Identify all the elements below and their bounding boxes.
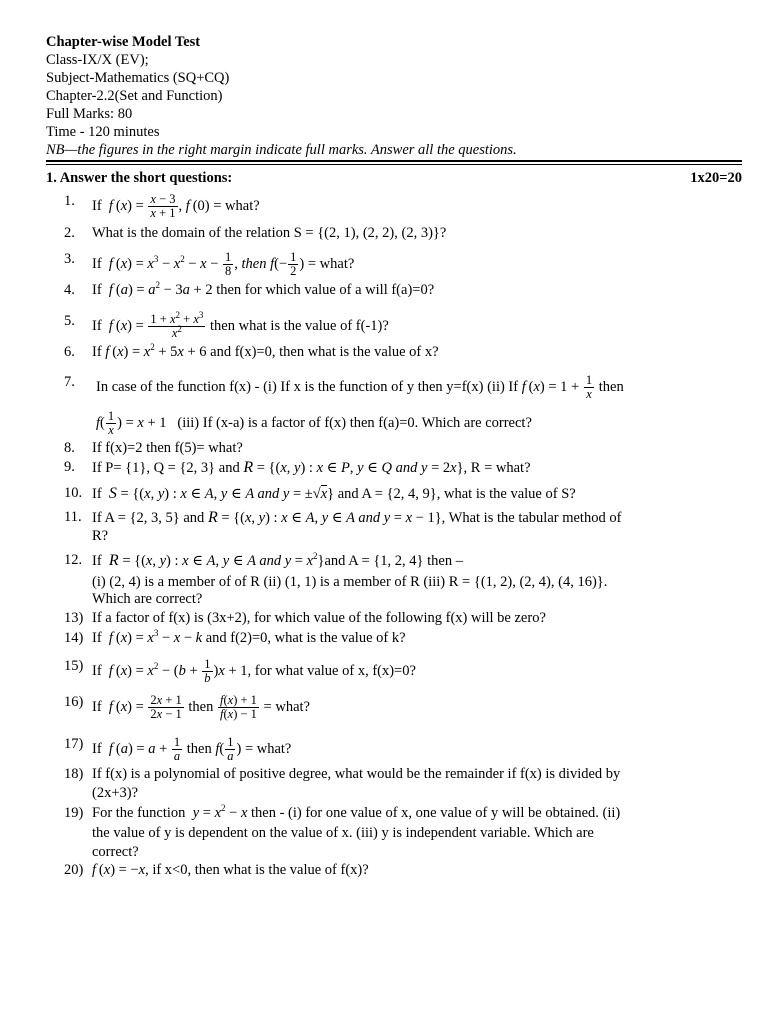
question-text: If f $(x) = x^2 - (b$ + $\frac{1}{b}$ )x + 1, for what value of x, f(x)=0?	[92, 657, 416, 685]
question-text: (2x+3)?	[92, 785, 139, 801]
question-text: If f (a) = a + $\frac{1}{a}$ then f( $\frac{1}{a}$ ) = what?	[92, 735, 292, 763]
question-number: 6.	[64, 344, 75, 360]
question-text: the value of y is dependent on the value of x. (iii) y is independent variable. Which are	[92, 825, 594, 841]
question-number: 13)	[64, 610, 84, 626]
subject-line: Subject-Mathematics (SQ+CQ)	[46, 70, 230, 86]
section-title: 1. Answer the short questions:	[46, 170, 233, 186]
instruction-note: NB—the figures in the right margin indicate full marks. Answer all the questions.	[46, 142, 517, 158]
question-number: 9.	[64, 459, 75, 475]
question-text: f( $\frac{1}{x}$ ) = x + 1 (iii) If (x-a) is a factor of f(x) then f(a)=0. Which are correct?	[96, 409, 532, 437]
question-text: If f $(x) = x^3 - x^2 - x$ − $\frac{1}{8}$ , then f(− $\frac{1}{2}$ ) = what?	[92, 250, 355, 278]
question-number: 4.	[64, 282, 75, 298]
question-text: If f (x) = $\frac{1 + x^2 + x^3}{x^2}$ then what is the value of f(-1)?	[92, 309, 389, 340]
question-text: f (x) = −x, if x<0, then what is the value of f(x)?	[92, 862, 369, 878]
question-text: If f $(a) = a^2 - 3a + 2$ then for which value of a will f(a)=0?	[92, 280, 435, 298]
question-number: 15)	[64, 658, 84, 674]
question-text: (i) (2, 4) is a member of of R (ii) (1, 1) is a member of R (iii) R = {(1, 2), (2, 4), (4, 16)}.	[92, 574, 608, 590]
question-number: 11.	[64, 509, 82, 525]
question-text: If f (x) = $\frac{2x + 1}{2x - 1}$ then $\frac{f(x) + 1}{f(x) - 1}$ = what?	[92, 693, 310, 721]
question-number: 12.	[64, 552, 83, 568]
test-title: Chapter-wise Model Test	[46, 34, 201, 50]
question-text: R?	[92, 528, 109, 544]
question-text: In case of the function f(x) - (i) If x is the function of y then y=f(x) (ii) If f (x) = 1 + $\frac{1}{x}$ then	[96, 373, 624, 401]
question-number: 20)	[64, 862, 84, 878]
question-text: If f $(x) = x^2 + 5x + 6$ and f(x)=0, then what is the value of x?	[92, 342, 439, 360]
question-number: 19)	[64, 805, 84, 821]
question-number: 2.	[64, 225, 75, 241]
section-heading	[46, 170, 742, 188]
question-number: 10.	[64, 485, 83, 501]
time-line: Time - 120 minutes	[46, 124, 160, 140]
header-divider	[46, 160, 742, 162]
question-number: 14)	[64, 630, 84, 646]
question-text: If f(x)=2 then f(5)= what?	[92, 440, 243, 456]
question-text: If S = {(x, y) : x ∈ A, y ∈ A and y = ±√x} and A = {2, 4, 9}, what is the value of S?	[92, 485, 576, 502]
question-number: 5.	[64, 313, 75, 329]
question-text: Which are correct?	[92, 591, 203, 607]
question-number: 7.	[64, 374, 75, 390]
question-number: 16)	[64, 694, 84, 710]
question-text: If R = {(x, y) : x ∈ A, y ∈ A and $y = x^2\}and$ A = {1, 2, 4} then –	[92, 551, 463, 569]
question-text: If f (x) = $\frac{x - 3}{x + 1}$ , f (0) = what?	[92, 192, 260, 220]
question-text: If A = {2, 3, 5} and R = {(x, y) : x ∈ A, y ∈ A and y = x − 1}, What is the tabular method of	[92, 509, 622, 526]
question-text: If a factor of f(x) is (3x+2), for which value of the following f(x) will be zero?	[92, 610, 546, 626]
question-number: 18)	[64, 766, 84, 782]
question-number: 3.	[64, 251, 75, 267]
full-marks-line: Full Marks: 80	[46, 106, 133, 122]
chapter-line: Chapter-2.2(Set and Function)	[46, 88, 223, 104]
class-line: Class-IX/X (EV);	[46, 52, 149, 68]
question-number: 1.	[64, 193, 75, 209]
question-text: If f(x) is a polynomial of positive degree, what would be the remainder if f(x) is divided by	[92, 766, 621, 782]
question-number: 17)	[64, 736, 84, 752]
question-text: For the function $y = x^2 - x$ then - (i) for one value of x, one value of y will be obtained. (ii)	[92, 803, 621, 821]
question-number: 8.	[64, 440, 75, 456]
question-text: What is the domain of the relation S = {(2, 1), (2, 2), (2, 3)}?	[92, 225, 447, 241]
section-marks: 1x20=20	[690, 170, 742, 186]
question-text: correct?	[92, 844, 139, 860]
header-divider-thin	[46, 164, 742, 165]
question-text: If P= {1}, Q = {2, 3} and R = {(x, y) : x ∈ P, y ∈ Q and y = 2x}, R = what?	[92, 459, 531, 476]
question-text: If f $(x) = x^3 - x - k$ and f(2)=0, what is the value of k?	[92, 628, 406, 646]
header	[46, 34, 742, 160]
